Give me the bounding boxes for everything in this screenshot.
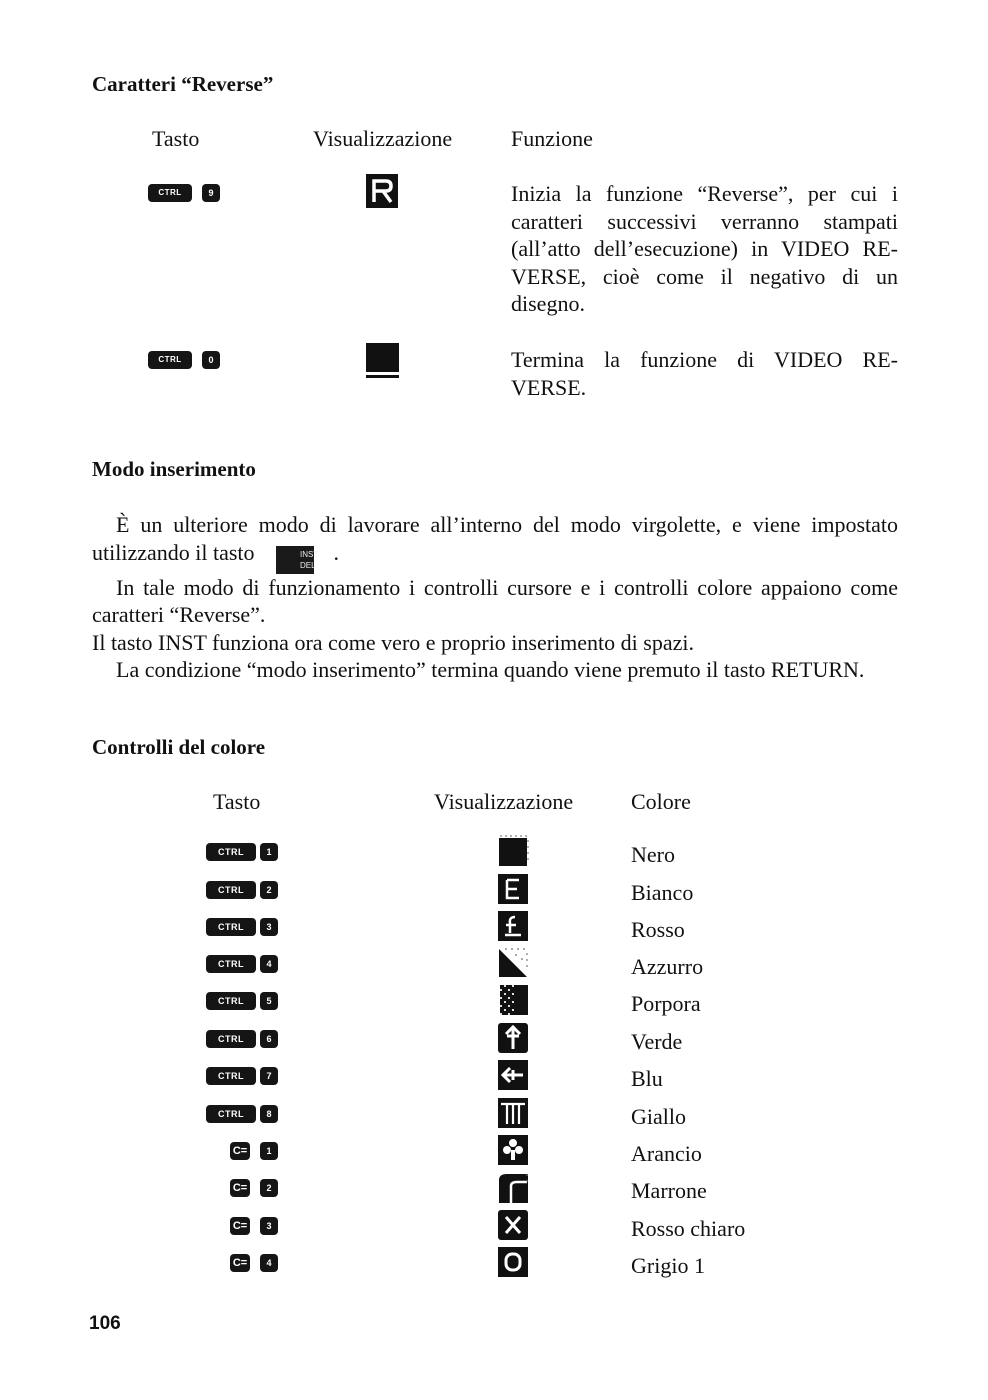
corner-arc-glyph xyxy=(497,1170,529,1204)
commodore-key: C= xyxy=(230,1142,250,1160)
black-square-glyph xyxy=(497,834,529,868)
color-name: Azzurro xyxy=(631,954,704,979)
commodore-key: C= xyxy=(230,1179,250,1197)
paragraph-text: È un ulteriore modo di lavorare all’interno del modo virgolette, e viene impostato utilizzando il tasto xyxy=(92,512,898,565)
inst-del-key: INST DEL xyxy=(276,546,314,574)
function-description-end: Termina la funzione di VIDEO RE-VERSE. xyxy=(511,347,898,400)
column-header-color: Colore xyxy=(631,789,691,814)
paragraph-text: La condizione “modo inserimento” termina quando viene premuto il tasto RETURN. xyxy=(116,657,865,682)
number-key: 7 xyxy=(260,1067,278,1085)
commodore-key: C= xyxy=(230,1254,250,1272)
number-key: 5 xyxy=(260,992,278,1010)
number-key: 6 xyxy=(260,1030,278,1048)
column-header-key: Tasto xyxy=(152,126,200,151)
color-name: Nero xyxy=(631,842,675,867)
ctrl-key: CTRL xyxy=(206,881,256,899)
color-name: Bianco xyxy=(631,880,694,905)
commodore-key: C= xyxy=(230,1217,250,1235)
color-name: Rosso xyxy=(631,917,685,942)
ctrl-key: CTRL xyxy=(148,351,192,369)
number-key: 2 xyxy=(260,1179,278,1197)
ctrl-key: CTRL xyxy=(206,955,256,973)
left-arrow-glyph xyxy=(497,1058,529,1092)
column-header-display: Visualizzazione xyxy=(313,126,453,151)
section-title-insert-mode: Modo inserimento xyxy=(92,457,256,481)
ctrl-key: CTRL xyxy=(206,918,256,936)
circle-glyph xyxy=(497,1245,529,1279)
reverse-off-glyph xyxy=(366,343,399,379)
number-key: 1 xyxy=(260,843,278,861)
checker-glyph xyxy=(497,983,529,1017)
number-key: 3 xyxy=(260,918,278,936)
color-name: Arancio xyxy=(631,1141,702,1166)
number-key: 4 xyxy=(260,955,278,973)
color-name: Blu xyxy=(631,1066,663,1091)
column-header-key: Tasto xyxy=(213,789,261,814)
ctrl-key: CTRL xyxy=(206,1105,256,1123)
column-header-function: Funzione xyxy=(511,126,593,151)
pi-glyph xyxy=(497,1096,529,1130)
color-name: Rosso chiaro xyxy=(631,1216,746,1241)
paragraph-text: . xyxy=(333,539,340,565)
paragraph-insert-mode xyxy=(92,511,898,684)
number-key: 3 xyxy=(260,1217,278,1235)
up-arrow-glyph xyxy=(497,1021,529,1055)
page-number: 106 xyxy=(89,1313,121,1334)
ctrl-key: CTRL xyxy=(206,992,256,1010)
color-name: Grigio 1 xyxy=(631,1253,705,1278)
section-title-color-controls: Controlli del colore xyxy=(92,735,266,759)
color-name: Porpora xyxy=(631,991,701,1016)
color-name: Giallo xyxy=(631,1104,686,1129)
ctrl-key: CTRL xyxy=(206,1030,256,1048)
cross-x-glyph xyxy=(497,1208,529,1242)
reverse-e-glyph xyxy=(497,872,529,906)
number-key: 2 xyxy=(260,881,278,899)
ctrl-key: CTRL xyxy=(206,843,256,861)
paragraph-text: Il tasto INST funziona ora come vero e proprio inserimento di spazi. xyxy=(92,629,694,655)
number-key: 4 xyxy=(260,1254,278,1272)
color-name: Marrone xyxy=(631,1178,707,1203)
club-glyph xyxy=(497,1133,529,1167)
paragraph-text: In tale modo di funzionamento i controlli cursore e i controlli colore appaiono come caratteri “Reverse”. xyxy=(92,574,898,627)
number-key: 1 xyxy=(260,1142,278,1160)
key-0: 0 xyxy=(202,351,220,369)
function-description-start: Inizia la funzione “Reverse”, per cui i caratteri successivi verranno stampati (all’atto dell’esecuzione) in VIDEO RE-VERSE, cioè come il negativo di un disegno. xyxy=(511,181,898,316)
key-9: 9 xyxy=(202,184,220,202)
color-name: Verde xyxy=(631,1029,683,1054)
ctrl-key: CTRL xyxy=(148,184,192,202)
reverse-r-glyph xyxy=(366,174,398,208)
diagonal-triangle-glyph xyxy=(497,946,529,980)
ctrl-key: CTRL xyxy=(206,1067,256,1085)
number-key: 8 xyxy=(260,1105,278,1123)
section-title-reverse: Caratteri “Reverse” xyxy=(92,72,274,96)
reverse-pound-glyph xyxy=(497,909,529,943)
column-header-display: Visualizzazione xyxy=(434,789,574,814)
